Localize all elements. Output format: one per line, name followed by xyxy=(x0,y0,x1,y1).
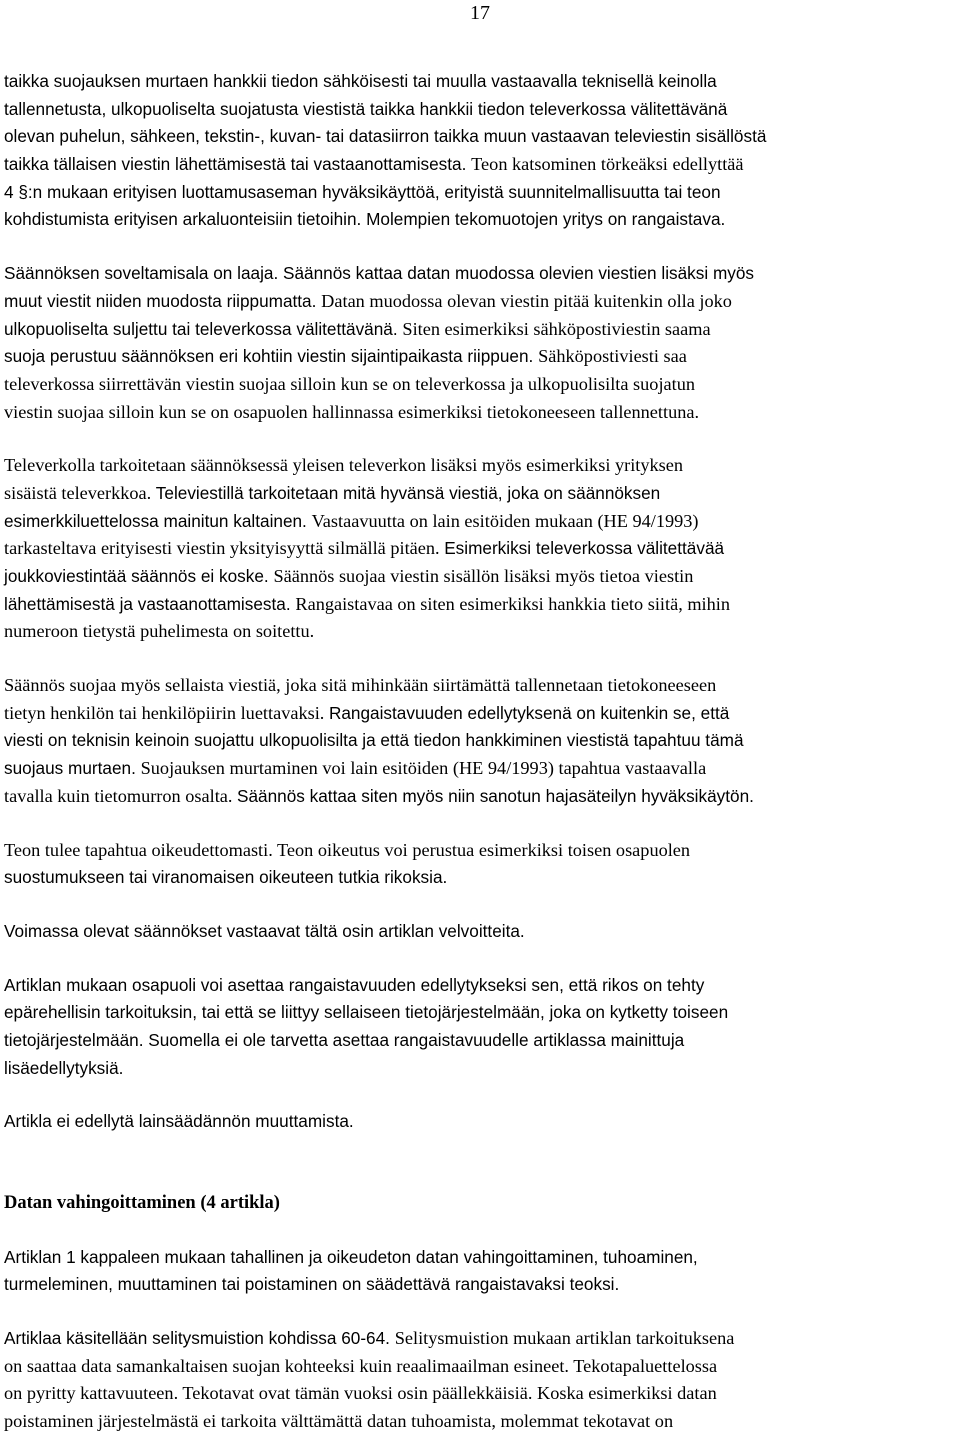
paragraph-spacer xyxy=(4,1136,956,1190)
text-segment: Säännös kattaa datan muodossa olevien viestien lisäksi myös xyxy=(283,263,755,284)
text-segment: muut viestit niiden muodosta riippumatta. xyxy=(4,290,322,311)
text-segment: Artiklan mukaan osapuoli voi asettaa rangaistavuuden edellytykseksi sen, että rikos on tehty xyxy=(4,974,705,995)
text-segment: Tekotapaluettelossa xyxy=(573,1355,718,1376)
text-segment: tarkasteltava erityisesti viestin yksityisyyttä silmällä pitäen. xyxy=(4,538,445,559)
document-body xyxy=(4,68,956,1436)
text-segment: poistaminen järjestelmästä ei tarkoita välttämättä datan tuhoamista, molemmat tekotavat on xyxy=(4,1411,674,1432)
text-segment: taikka suojauksen murtaen hankkii tiedon sähköisesti tai muulla vastaavalla teknisellä keinolla xyxy=(4,71,717,91)
text-line xyxy=(4,1380,956,1408)
text-line xyxy=(4,837,956,865)
section-heading: Datan vahingoittaminen (4 artikla) xyxy=(4,1193,280,1213)
text-line xyxy=(4,260,956,288)
text-segment: tietojärjestelmään. xyxy=(4,1029,149,1050)
paragraph xyxy=(4,260,956,426)
paragraph-spacer xyxy=(4,1082,956,1108)
text-line xyxy=(4,343,956,371)
text-segment: olevan puhelun, sähkeen, tekstin-, kuvan- tai datasiirron taikka muun vastaavan televiestin sisällöstä xyxy=(4,126,767,147)
text-segment: sisäistä televerkkoa. xyxy=(4,482,156,503)
paragraph xyxy=(4,452,956,646)
text-segment: ulkopuoliselta suljettu tai televerkossa välitettävänä. xyxy=(4,318,403,339)
paragraph-spacer xyxy=(4,234,956,260)
text-segment: tietyn henkilön tai henkilöpiirin luettavaksi. xyxy=(4,702,329,723)
text-segment: Televerkolla tarkoitetaan säännöksessä yleisen televerkon lisäksi myös esimerkiksi yrityksen xyxy=(4,455,684,476)
text-line xyxy=(4,179,956,207)
paragraph xyxy=(4,972,956,1083)
text-line xyxy=(4,1055,956,1083)
text-line xyxy=(4,508,956,536)
text-segment: Teon oikeutus voi perustua esimerkiksi toisen osapuolen xyxy=(277,839,691,860)
text-line xyxy=(4,999,956,1027)
text-line xyxy=(4,316,956,344)
text-line xyxy=(4,672,956,700)
paragraph-spacer xyxy=(4,426,956,452)
text-line xyxy=(4,123,956,151)
text-segment: esimerkkiluettelossa mainitun kaltainen. xyxy=(4,510,312,531)
text-segment: lähettämisestä ja vastaanottamisesta. xyxy=(4,593,296,614)
paragraph xyxy=(4,672,956,810)
paragraph xyxy=(4,68,956,234)
text-segment: Säännöksen soveltamisala on laaja. xyxy=(4,263,283,284)
paragraph-spacer xyxy=(4,1299,956,1325)
text-segment: Televiestillä tarkoitetaan mitä hyvänsä viestiä, joka on säännöksen xyxy=(155,482,661,503)
text-line xyxy=(4,1271,956,1299)
text-segment: Teon tulee tapahtua oikeudettomasti. xyxy=(4,839,278,860)
text-line xyxy=(4,68,956,96)
text-segment: Artiklan 1 kappaleen mukaan tahallinen ja oikeudeton datan vahingoittaminen, tuhoaminen, xyxy=(4,1246,698,1267)
text-segment: suojaus murtaen. xyxy=(4,758,141,779)
text-segment: viesti on teknisin keinoin suojattu ulkopuolisilta ja että tiedon hankkiminen viestistä tapahtuu tämä xyxy=(4,730,744,751)
text-segment: Rangaistavaa on siten esimerkiksi hankkia tieto siitä, mihin xyxy=(295,593,730,614)
paragraph xyxy=(4,837,956,892)
text-line xyxy=(4,618,956,646)
text-segment: lisäedellytyksiä. xyxy=(4,1057,124,1078)
text-line xyxy=(4,1244,956,1272)
text-segment: suoja perustuu säännöksen eri kohtiin viestin sijaintipaikasta riippuen. xyxy=(4,346,539,367)
text-line xyxy=(4,1353,956,1381)
text-segment: Siten esimerkiksi sähköpostiviestin saama xyxy=(402,318,711,339)
paragraph-spacer xyxy=(4,1218,956,1244)
text-segment: suostumukseen tai viranomaisen oikeuteen tutkia rikoksia. xyxy=(4,867,448,888)
text-segment: Teon katsominen törkeäksi edellyttää xyxy=(471,154,744,175)
text-line xyxy=(4,399,956,427)
text-segment: Säännös suojaa viestin sisällön lisäksi myös tietoa viestin xyxy=(273,566,694,586)
paragraph-spacer xyxy=(4,892,956,918)
text-segment: Suomella ei ole tarvetta asettaa rangaistavuudelle artiklassa mainittuja xyxy=(148,1029,685,1050)
text-line xyxy=(4,206,956,234)
text-line xyxy=(4,1108,956,1136)
text-line xyxy=(4,591,956,619)
paragraph xyxy=(4,1108,956,1136)
text-segment: Voimassa olevat säännökset vastaavat tältä osin artiklan velvoitteita. xyxy=(4,920,525,941)
paragraph xyxy=(4,1325,956,1436)
text-segment: Artiklaa käsitellään selitysmuistion kohdissa 60-64. xyxy=(4,1328,395,1349)
text-segment: Koska esimerkiksi datan xyxy=(537,1383,717,1404)
text-line xyxy=(4,151,956,179)
text-segment: 4 §:n mukaan erityisen luottamusaseman hyväksikäyttöä, erityistä suunnitelmallisuutta tai teon xyxy=(4,181,721,202)
text-segment: Tekotavat ovat tämän vuoksi osin päällekkäisiä. xyxy=(182,1383,537,1404)
text-segment: on saattaa data samankaltaisen suojan kohteeksi kuin reaalimaailman esineet. xyxy=(4,1355,574,1376)
text-segment: on pyritty kattavuuteen. xyxy=(4,1383,183,1404)
text-segment: epärehellisin tarkoituksin, tai että se liittyy sellaiseen tietojärjestelmään, joka on kytketty toiseen xyxy=(4,1002,729,1023)
text-line xyxy=(4,864,956,892)
text-line xyxy=(4,371,956,399)
page-number: 17 xyxy=(470,2,490,24)
paragraph-spacer xyxy=(4,811,956,837)
text-line xyxy=(4,1027,956,1055)
text-line xyxy=(4,918,956,946)
text-segment: kohdistumista erityisen arkaluonteisiin tietoihin. Molempien tekomuotojen yritys on rangaistava. xyxy=(4,209,726,230)
text-segment: taikka tällaisen viestin lähettämisestä tai vastaanottamisesta. xyxy=(4,154,472,175)
paragraph xyxy=(4,918,956,946)
text-segment: Esimerkiksi televerkossa välitettävää xyxy=(444,538,725,559)
text-segment: joukkoviestintää säännös ei koske. xyxy=(4,566,274,586)
text-segment: Artikla ei edellytä lainsäädännön muuttamista. xyxy=(4,1111,354,1132)
text-line xyxy=(4,563,956,591)
text-line xyxy=(4,96,956,124)
text-segment: Sähköpostiviesti saa xyxy=(538,346,687,367)
text-line xyxy=(4,700,956,728)
text-line xyxy=(4,452,956,480)
text-line xyxy=(4,1325,956,1353)
paragraph-spacer xyxy=(4,946,956,972)
text-line xyxy=(4,480,956,508)
paragraph-spacer xyxy=(4,646,956,672)
paragraph xyxy=(4,1244,956,1299)
text-line xyxy=(4,288,956,316)
text-segment: Säännös suojaa myös sellaista viestiä, joka sitä mihinkään siirtämättä tallennetaan tietokoneeseen xyxy=(4,675,717,696)
text-segment: Vastaavuutta on lain esitöiden mukaan (HE 94/1993) xyxy=(311,510,699,531)
text-segment: Rangaistavuuden edellytyksenä on kuitenkin se, että xyxy=(328,702,730,723)
text-segment: televerkossa siirrettävän viestin suojaa silloin kun se on televerkossa ja ulkopuolisilta suojatun xyxy=(4,373,695,394)
text-line xyxy=(4,535,956,563)
text-line xyxy=(4,1408,956,1436)
text-segment: Datan muodossa olevan viestin pitää kuitenkin olla joko xyxy=(321,290,732,311)
text-segment: Suojauksen murtaminen voi lain esitöiden (HE 94/1993) tapahtua vastaavalla xyxy=(140,758,707,779)
text-line xyxy=(4,727,956,755)
text-line xyxy=(4,755,956,783)
text-segment: turmeleminen, muuttaminen tai poistaminen on säädettävä rangaistavaksi teoksi. xyxy=(4,1274,620,1295)
text-line xyxy=(4,972,956,1000)
text-segment: Selitysmuistion mukaan artiklan tarkoituksena xyxy=(394,1328,735,1349)
text-segment: numeroon tietystä puhelimesta on soitettu. xyxy=(4,621,315,642)
text-segment: viestin suojaa silloin kun se on osapuolen hallinnassa esimerkiksi tietokoneeseen tallennettuna. xyxy=(4,401,700,422)
text-segment: tallennetusta, ulkopuoliselta suojatusta viestistä taikka hankkii tiedon televerkossa välitettävänä xyxy=(4,98,728,119)
text-segment: Säännös kattaa siten myös niin sanotun hajasäteilyn hyväksikäytön. xyxy=(237,785,754,806)
text-line xyxy=(4,783,956,811)
text-segment: tavalla kuin tietomurron osalta. xyxy=(4,785,238,806)
